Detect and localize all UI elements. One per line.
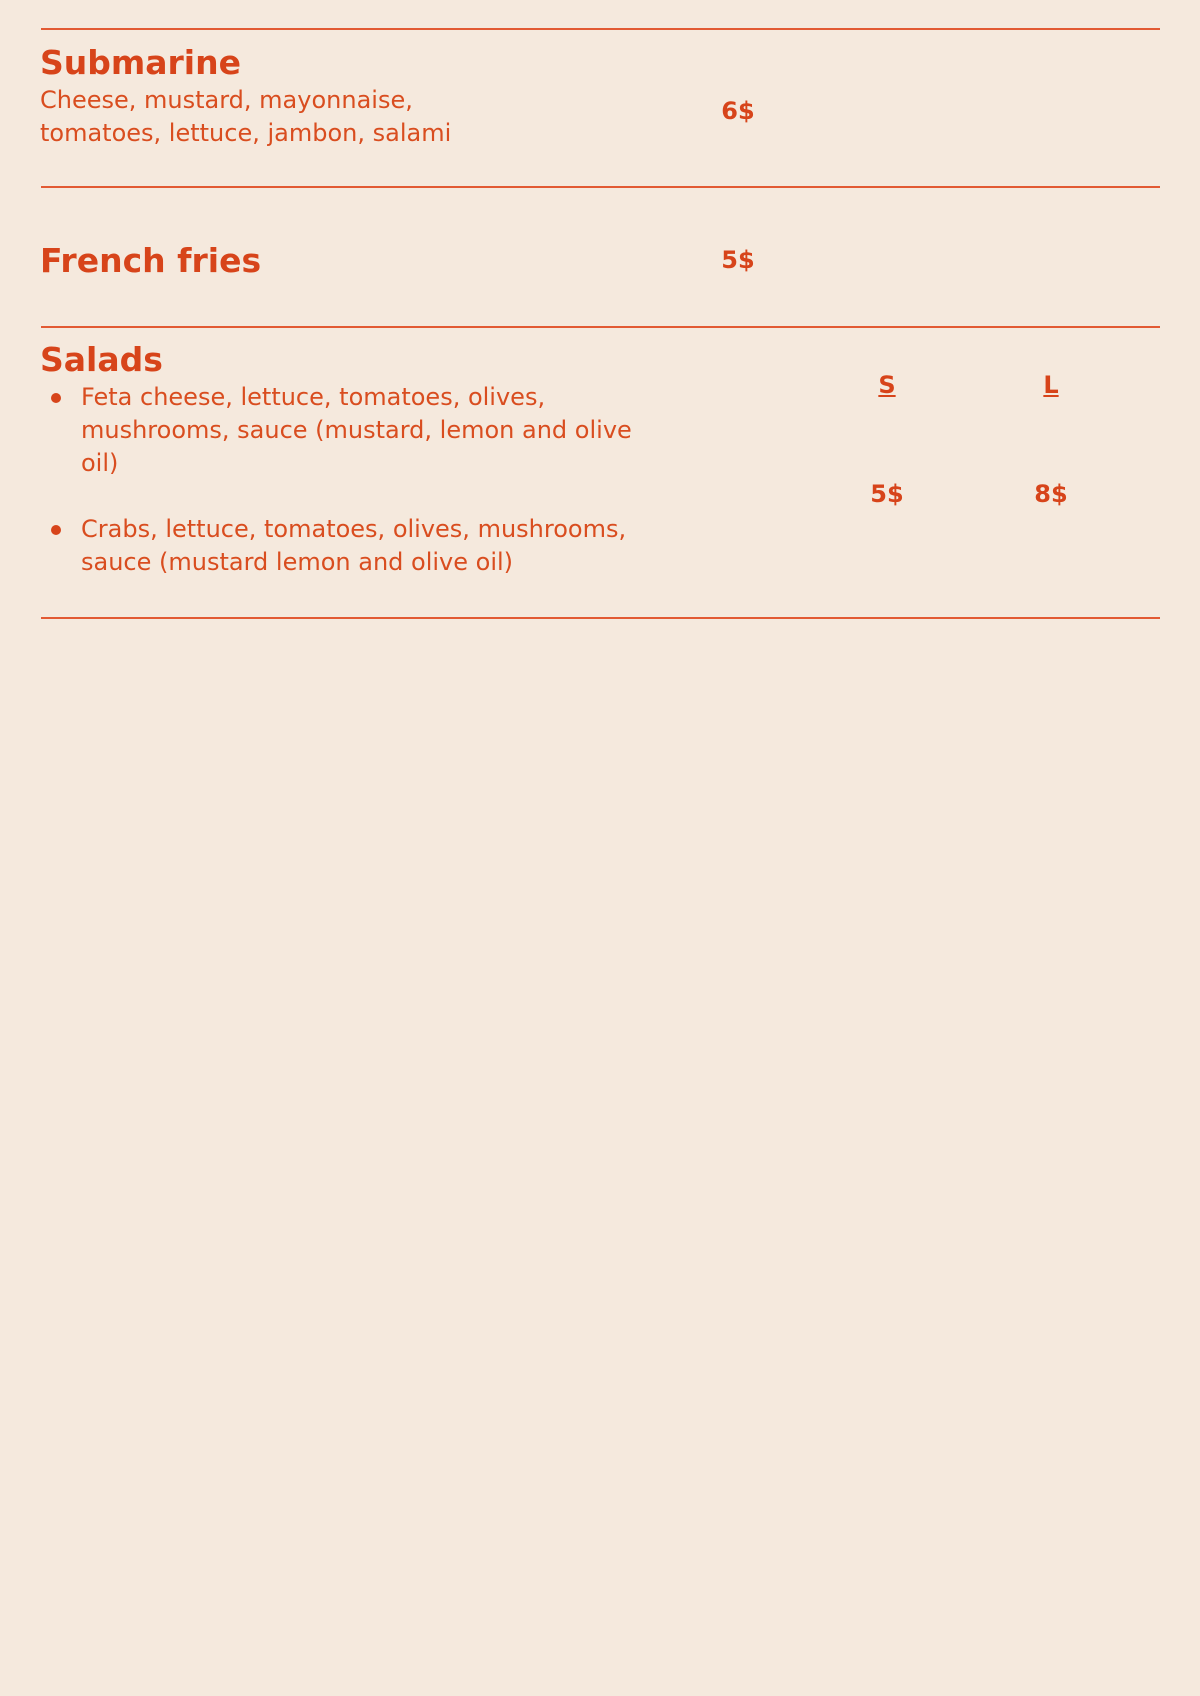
list-item [40, 513, 661, 579]
salads-title: Salads [40, 340, 163, 379]
submarine-description-line2: tomatoes, lettuce, jambon, salami [40, 119, 452, 147]
submarine-price: 6$ [721, 97, 755, 125]
bullet-icon [51, 525, 61, 535]
divider-after-submarine [41, 186, 1160, 188]
list-item [40, 381, 661, 480]
fries-title: French fries [40, 241, 262, 280]
salad-item-text: Feta cheese, lettuce, tomatoes, olives, mushrooms, sauce (mustard, lemon and olive oil) [81, 383, 632, 477]
salads-size-small-label: S [878, 371, 896, 399]
divider-after-salads [41, 617, 1160, 619]
salads-size-large-label: L [1043, 371, 1059, 399]
salads-list [40, 381, 640, 579]
bullet-icon [51, 393, 61, 403]
salad-item-text: Crabs, lettuce, tomatoes, olives, mushrooms, sauce (mustard lemon and olive oil) [81, 515, 627, 576]
salads-price-large: 8$ [1034, 480, 1068, 508]
divider-top [41, 28, 1160, 30]
divider-after-fries [41, 326, 1160, 328]
fries-price: 5$ [721, 246, 755, 274]
submarine-title: Submarine [40, 43, 241, 82]
submarine-description [40, 84, 560, 150]
salads-price-small: 5$ [870, 480, 904, 508]
submarine-description-line1: Cheese, mustard, mayonnaise, [40, 86, 413, 114]
